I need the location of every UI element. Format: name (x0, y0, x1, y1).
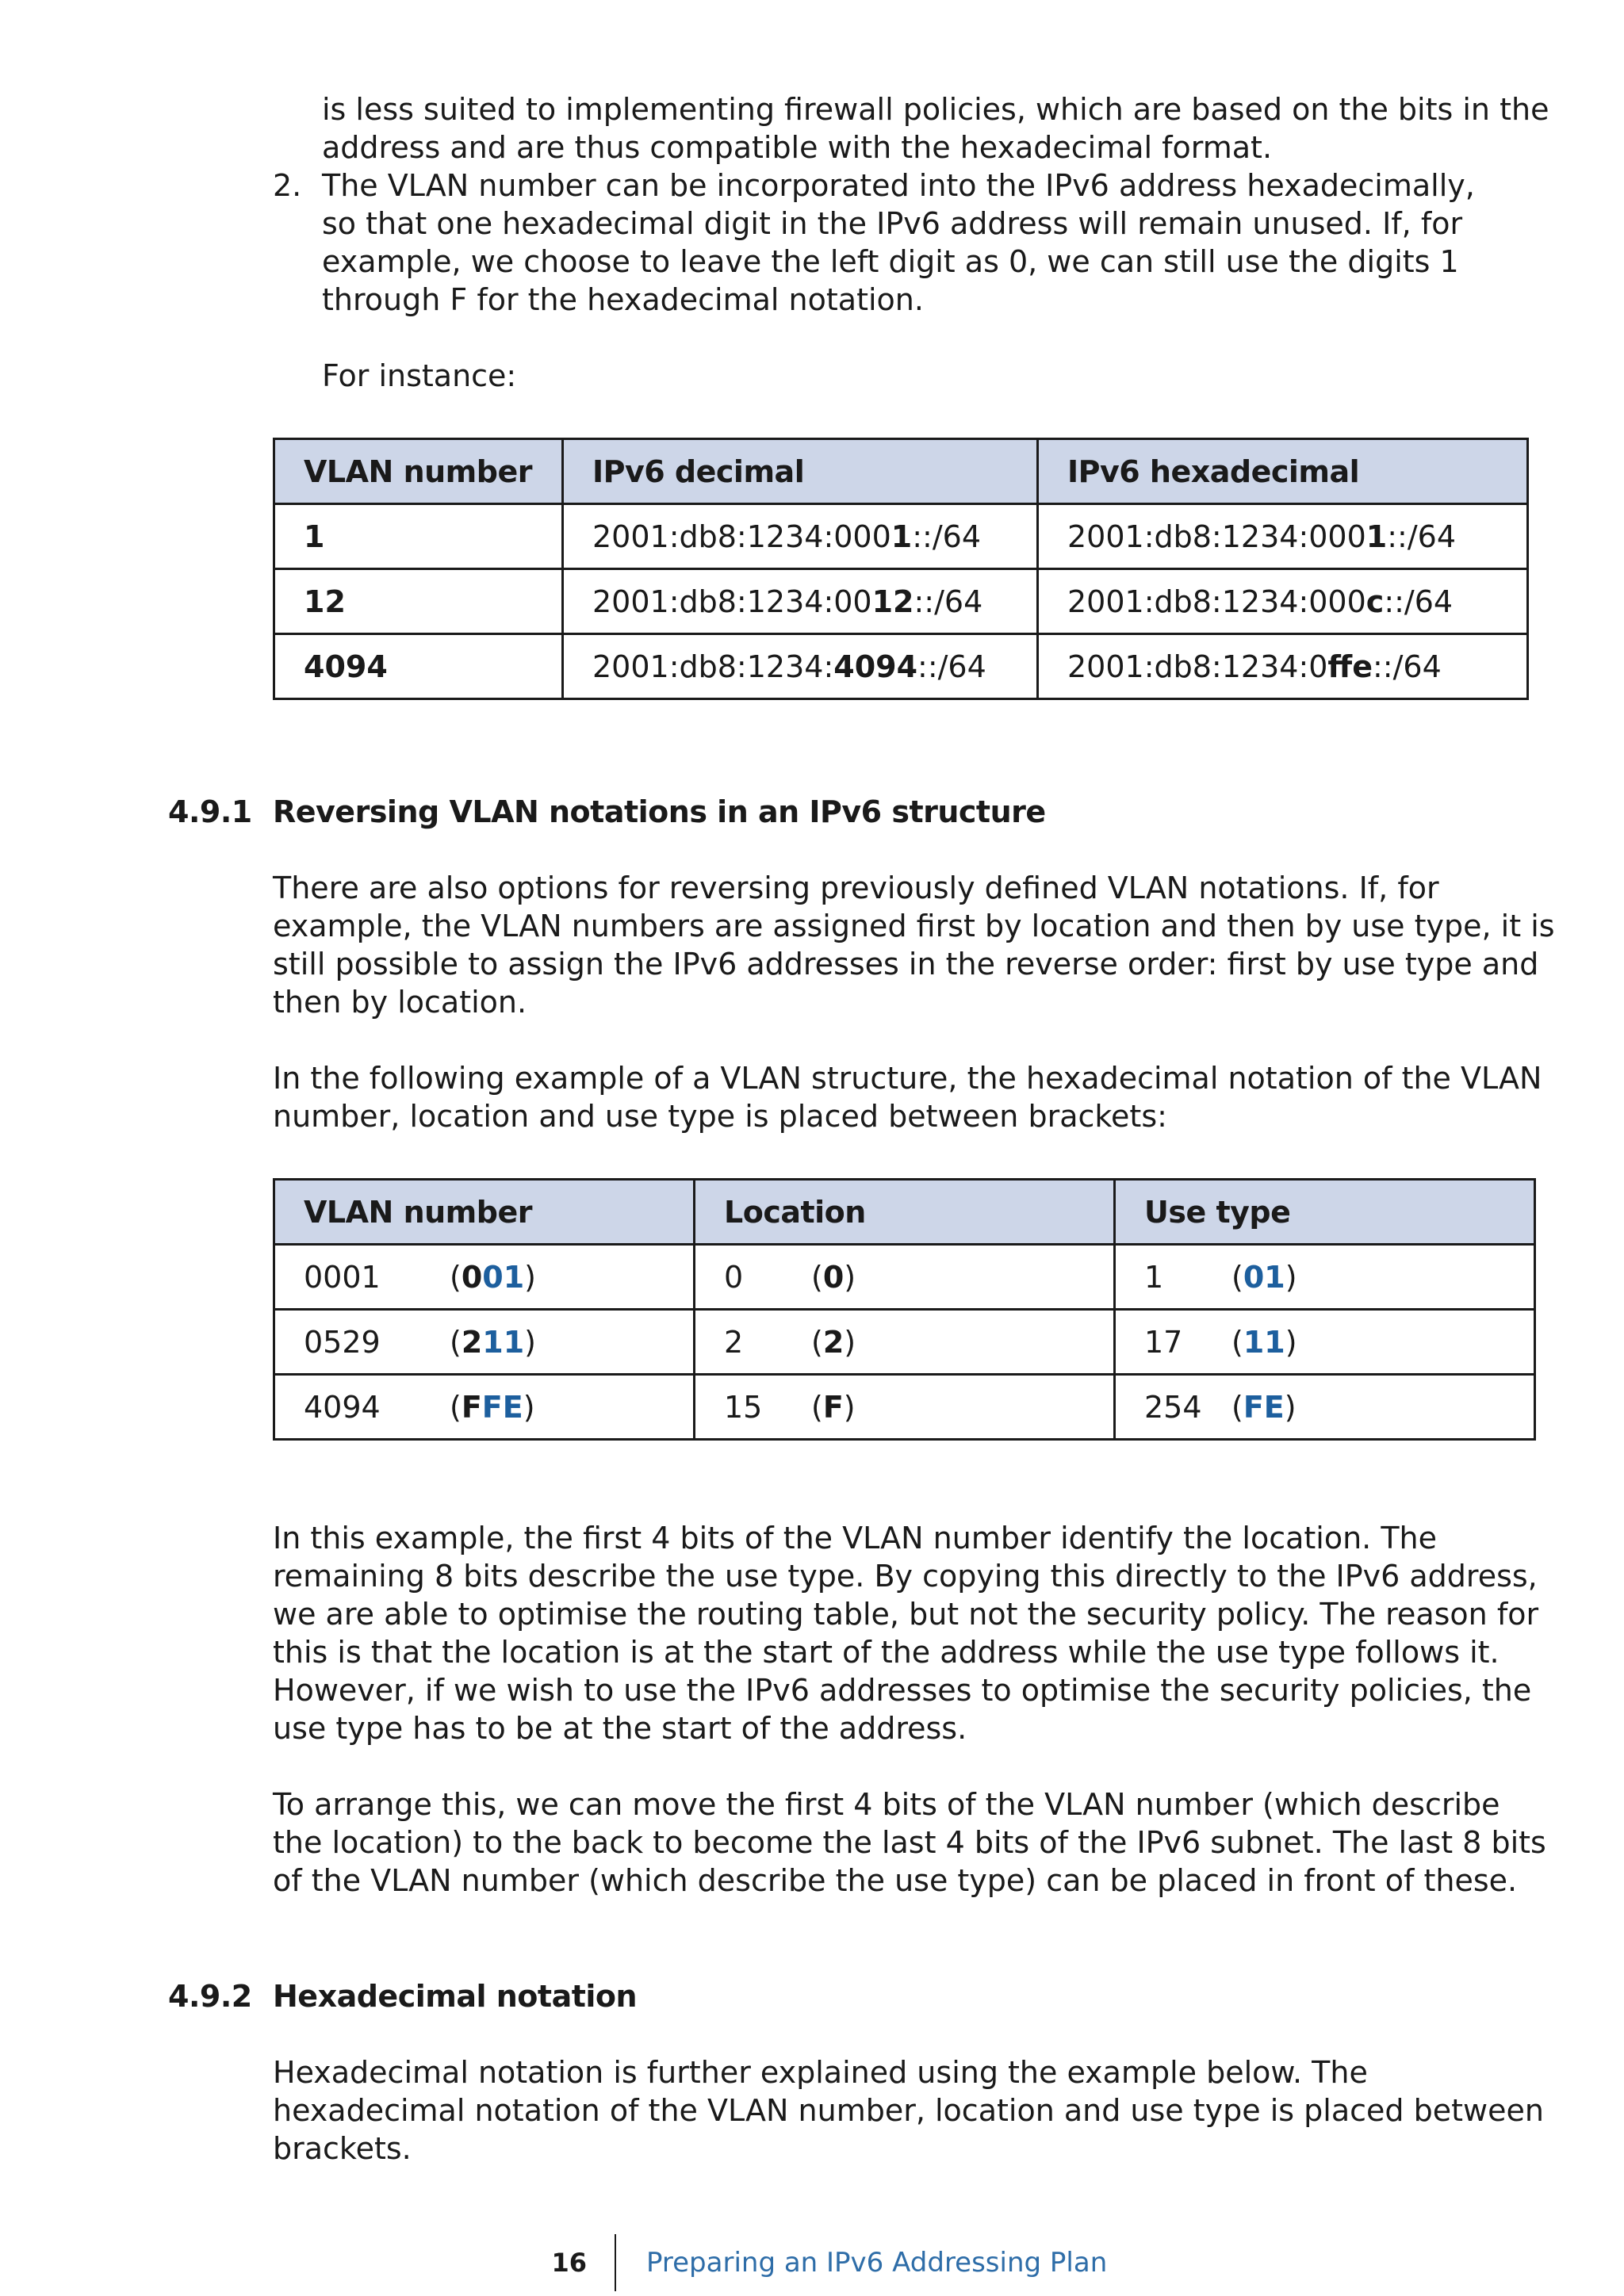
reversing-paragraph-1: There are also options for reversing previously defined VLAN notations. If, for example, the VLAN numbers are assigned first by location and then by use type, it is still possible to assign the IPv6 addresses in the reverse order: first by use type and then by location. (273, 871, 1555, 1020)
location-cell: 2 (2) (695, 1310, 1115, 1375)
reversing-paragraph-2: In the following example of a VLAN structure, the hexadecimal notation of the VLAN number, location and use type is placed between brackets: (273, 1061, 1542, 1134)
column-header: VLAN number (274, 439, 563, 504)
column-header: IPv6 hexadecimal (1038, 439, 1528, 504)
for-instance-text: For instance: (322, 358, 517, 393)
ipv6-hex-cell: 2001:db8:1234:000c::/64 (1038, 569, 1528, 634)
hexadecimal-notation-paragraph: Hexadecimal notation is further explained using the example below. The hexadecimal notation of the VLAN number, location and use type is placed between brackets. (273, 2055, 1544, 2166)
table-row (274, 1310, 1535, 1375)
column-header: Location (695, 1180, 1115, 1245)
table-row (274, 1375, 1535, 1440)
ipv6-decimal-cell: 2001:db8:1234:0012::/64 (563, 569, 1038, 634)
location-cell: 15 (F) (695, 1375, 1115, 1440)
section-number: 4.9.2 (168, 1979, 252, 2014)
vlan-ipv6-table (273, 438, 1529, 700)
vlan-number-cell: 4094 (274, 634, 563, 699)
column-header: IPv6 decimal (563, 439, 1038, 504)
vlan-number-cell: 0001 (001) (274, 1245, 695, 1310)
footer-document-title: Preparing an IPv6 Addressing Plan (646, 2247, 1108, 2279)
page-number: 16 (551, 2248, 587, 2278)
ipv6-decimal-cell: 2001:db8:1234:0001::/64 (563, 504, 1038, 569)
use-type-cell: 17 (11) (1115, 1310, 1535, 1375)
ipv6-hex-cell: 2001:db8:1234:0001::/64 (1038, 504, 1528, 569)
vlan-number-cell: 4094 (FFE) (274, 1375, 695, 1440)
footer-divider (615, 2234, 616, 2291)
table-row (274, 634, 1528, 699)
ipv6-decimal-cell: 2001:db8:1234:4094::/64 (563, 634, 1038, 699)
table-header-row (274, 439, 1528, 504)
table-header-row (274, 1180, 1535, 1245)
use-type-cell: 1 (01) (1115, 1245, 1535, 1310)
example-explanation-paragraph: In this example, the first 4 bits of the VLAN number identify the location. The remaining 8 bits describe the use type. By copying this directly to the IPv6 address, we are able to optimise the routing table, but not the security policy. The reason for this is that the location is at the start of the address while the use type follows it. However, if we wish to use the IPv6 addresses to optimise the security policies, the use type has to be at the start of the address. (273, 1521, 1539, 1746)
section-title: Reversing VLAN notations in an IPv6 structure (273, 794, 1046, 829)
vlan-number-cell: 0529 (211) (274, 1310, 695, 1375)
table-row (274, 569, 1528, 634)
column-header: Use type (1115, 1180, 1535, 1245)
table-row (274, 1245, 1535, 1310)
table-row (274, 504, 1528, 569)
section-title: Hexadecimal notation (273, 1979, 638, 2014)
ipv6-hex-cell: 2001:db8:1234:0ffe::/64 (1038, 634, 1528, 699)
intro-paragraph: is less suited to implementing firewall policies, which are based on the bits in the address and are thus compatible with the hexadecimal format. (322, 92, 1549, 165)
vlan-number-cell: 1 (274, 504, 563, 569)
use-type-cell: 254 (FE) (1115, 1375, 1535, 1440)
vlan-location-usetype-table (273, 1178, 1536, 1441)
vlan-number-cell: 12 (274, 569, 563, 634)
location-cell: 0 (0) (695, 1245, 1115, 1310)
arrangement-paragraph: To arrange this, we can move the first 4 bits of the VLAN number (which describe the location) to the back to become the last 4 bits of the IPv6 subnet. The last 8 bits of the VLAN number (which describe the use type) can be placed in front of these. (273, 1787, 1546, 1898)
list-number: 2. (273, 168, 302, 203)
column-header: VLAN number (274, 1180, 695, 1245)
section-number: 4.9.1 (168, 794, 252, 829)
list-item-2-text: The VLAN number can be incorporated into the IPv6 address hexadecimally, so that one hexadecimal digit in the IPv6 address will remain unused. If, for example, we choose to leave the left digit as 0, we can still use the digits 1 through F for the hexadecimal notation. (322, 168, 1475, 317)
